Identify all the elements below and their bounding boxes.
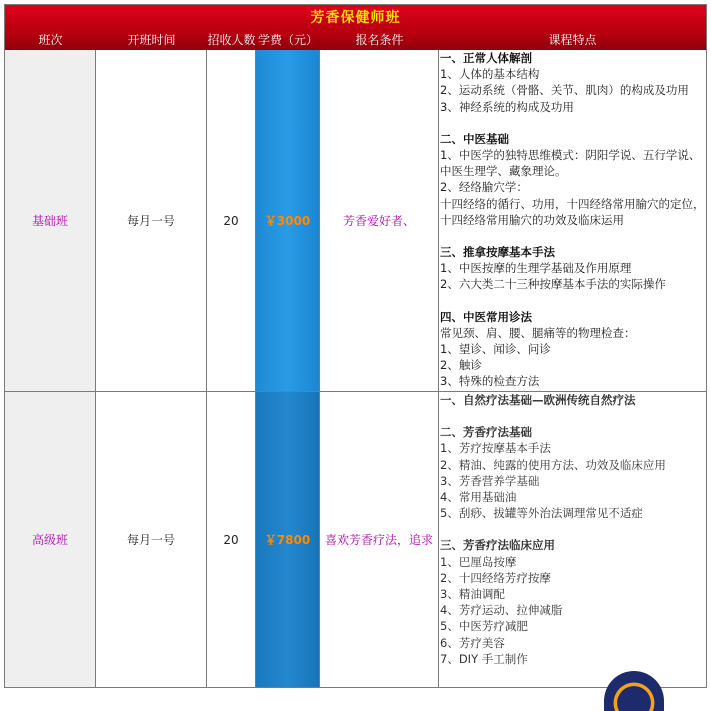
- feature-heading: 二、中医基础: [440, 131, 509, 146]
- header-fee: 学费（元）: [257, 33, 318, 47]
- feature-item: 4、常用基础油: [440, 490, 517, 505]
- class-name-cell: 基础班: [5, 50, 96, 391]
- feature-heading: 二、芳香疗法基础: [440, 425, 532, 440]
- header-features: 课程特点: [548, 33, 597, 47]
- feature-item: 2、运动系统（骨骼、关节、肌肉）的构成及功用: [440, 83, 689, 98]
- feature-item: 1、人体的基本结构: [440, 67, 540, 82]
- header-condition: 报名条件: [355, 33, 404, 47]
- fee-cell: ￥3000: [256, 50, 320, 391]
- feature-item: 2、触诊: [440, 358, 482, 373]
- feature-item: 1、中医学的独特思维模式：阴阳学说、五行学说、中医生理学、藏象理论。: [440, 148, 701, 179]
- feature-item: 5、刮痧、拔罐等外治法调理常见不适症: [440, 506, 643, 521]
- feature-item: 5、中医芳疗减肥: [440, 619, 528, 634]
- header-start-time: 开班时间: [127, 33, 176, 47]
- feature-item: 3、精油调配: [440, 587, 505, 602]
- feature-item: 2、十四经络芳疗按摩: [440, 570, 551, 585]
- features-cell: [439, 392, 706, 687]
- course-table: [4, 4, 707, 688]
- feature-item: 3、特殊的检查方法: [440, 374, 540, 389]
- class-name-cell: 高级班: [5, 392, 96, 687]
- feature-item: 2、精油、纯露的使用方法、功效及临床应用: [440, 457, 666, 472]
- feature-item: 7、DIY 手工制作: [440, 651, 528, 666]
- features-cell: [439, 50, 706, 391]
- enrollment-cell: 20: [207, 392, 256, 687]
- feature-item: 1、中医按摩的生理学基础及作用原理: [440, 261, 632, 276]
- feature-item: 6、芳疗美容: [440, 635, 505, 650]
- feature-item: 3、神经系统的构成及功用: [440, 99, 574, 114]
- feature-heading: 四、中医常用诊法: [440, 309, 532, 324]
- feature-item: 1、望诊、闻诊、问诊: [440, 342, 551, 357]
- feature-heading: 三、推拿按摩基本手法: [440, 245, 555, 260]
- feature-item: 2、六大类二十三种按摩基本手法的实际操作: [440, 277, 666, 292]
- fee-cell: ￥7800: [256, 392, 320, 687]
- header-enrollment: 招收人数: [207, 33, 256, 47]
- table-row-basic: [5, 50, 706, 391]
- enrollment-cell: 20: [207, 50, 256, 391]
- header-class: 班次: [38, 33, 63, 47]
- condition-cell: 芳香爱好者、: [320, 50, 439, 391]
- feature-item: 4、芳疗运动、拉伸减脂: [440, 603, 563, 618]
- feature-item: 1、巴厘岛按摩: [440, 554, 517, 569]
- feature-item: 常见颈、肩、腰、腿痛等的物理检查：: [440, 325, 636, 340]
- table-row-advanced: [5, 392, 706, 687]
- feature-heading: 一、自然疗法基础—欧洲传统自然疗法: [440, 393, 636, 407]
- condition-cell: 喜欢芳香疗法，追求: [320, 392, 439, 687]
- start-time-cell: 每月一号: [96, 50, 207, 391]
- start-time-cell: 每月一号: [96, 392, 207, 687]
- feature-heading: 三、芳香疗法临床应用: [440, 538, 555, 553]
- feature-item: 2、经络腧穴学：: [440, 180, 528, 195]
- feature-item: 1、芳疗按摩基本手法: [440, 441, 551, 456]
- feature-heading: 一、正常人体解剖: [440, 51, 532, 65]
- feature-item: 十四经络的循行、功用，十四经络常用腧穴的定位，十四经络常用腧穴的功效及临床运用: [440, 196, 705, 227]
- table-header-row: [5, 31, 706, 50]
- feature-item: 3、芳香营养学基础: [440, 473, 540, 488]
- table-title: 芳香保健师班: [5, 5, 706, 31]
